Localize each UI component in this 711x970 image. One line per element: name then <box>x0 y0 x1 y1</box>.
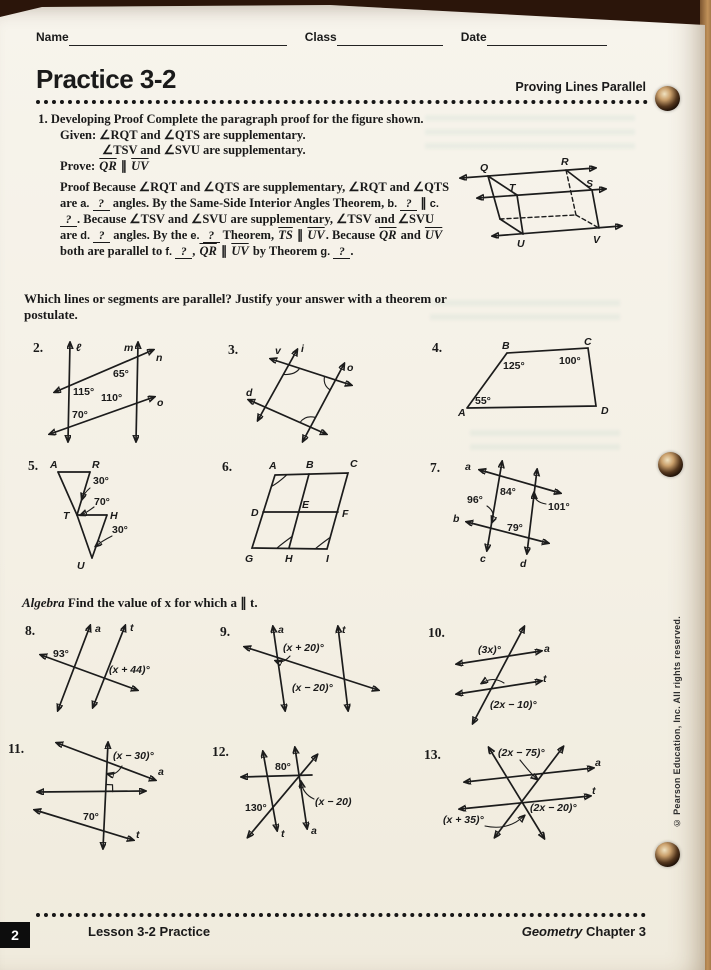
problem-4-number: 4. <box>432 340 443 355</box>
line-uv: $\overline{UV}$ <box>424 227 443 242</box>
problem-2-number: 2. <box>33 340 44 355</box>
angle-70: 70° <box>83 811 99 823</box>
vertex-label-I: I <box>326 553 329 565</box>
vertex-label-F: F <box>342 508 349 520</box>
parallel-lines <box>461 168 621 236</box>
line-label-a: a <box>278 624 284 636</box>
vertex-label-R: R <box>561 156 569 168</box>
given-line-1 <box>38 128 450 144</box>
angle-65: 65° <box>113 368 129 380</box>
blank-g-label: g. <box>320 246 331 258</box>
angle-x-plus-44: (x + 44)° <box>109 664 150 676</box>
blank-d: ? <box>93 231 110 243</box>
given-label: Given: <box>60 127 97 142</box>
line-label-a: a <box>95 623 101 635</box>
vertex-label-H: H <box>110 510 118 522</box>
problem-11-number: 11. <box>8 741 25 756</box>
vertex-label-B: B <box>306 459 314 471</box>
line-label-m: m <box>124 342 134 354</box>
vertex-label-R: R <box>92 459 100 471</box>
prove-line <box>38 159 450 175</box>
line-label-t: t <box>342 624 346 636</box>
proof-label: Proof <box>60 180 90 194</box>
line-label-a: a <box>311 825 317 837</box>
lines <box>467 462 560 553</box>
blank-g: ? <box>333 247 350 259</box>
line-label-o: o <box>157 397 164 409</box>
angle-2x-minus-20: (2x − 20)° <box>530 802 577 814</box>
line-label-i: i <box>301 343 304 355</box>
algebra-label: Algebra <box>22 595 65 610</box>
proof-text: angles. By the Same-Side Interior Angles Theorem, <box>109 195 388 210</box>
problem-5-number: 5. <box>28 458 39 473</box>
proof-text: , <box>192 244 199 258</box>
angle-84: 84° <box>500 486 516 498</box>
problem-6-number: 6. <box>222 459 233 474</box>
vertex-label-D: D <box>251 507 259 519</box>
vertex-label-T: T <box>509 182 516 194</box>
angle-96: 96° <box>467 494 483 506</box>
angle-2x-minus-75: (2x − 75)° <box>498 747 545 759</box>
figure-problem-1 <box>443 148 663 263</box>
angle-x-plus-35: (x + 35)° <box>443 814 484 826</box>
section-heading-algebra <box>22 595 492 611</box>
angle-2x-minus-10: (2x − 10)° <box>490 699 537 711</box>
problem-1-lead <box>38 111 450 128</box>
parallelogram-outline <box>252 473 348 549</box>
lines <box>249 350 351 441</box>
blank-e: ? <box>203 231 220 243</box>
problem-8-number: 8. <box>25 623 36 638</box>
angle-93: 93° <box>53 648 69 660</box>
hidden-edges <box>500 170 599 228</box>
page-number-box: 2 <box>0 922 30 948</box>
figure-problem-8 <box>23 620 215 732</box>
angle-x-minus-20: (x − 20) <box>315 796 352 808</box>
line-uv: $\overline{UV}$ <box>231 244 249 258</box>
line-label-t: t <box>543 673 547 685</box>
name-blank-line <box>69 32 287 46</box>
line-ts: $\overline{TS}$ <box>278 227 293 242</box>
figure-problem-3 <box>233 337 393 452</box>
angle-30-at-R: 30° <box>93 475 109 487</box>
prove-label: Prove: <box>60 158 96 173</box>
figure-problem-10 <box>433 620 633 732</box>
vertex-label-S: S <box>586 178 594 190</box>
figure-problem-5 <box>26 455 161 585</box>
angle-79: 79° <box>507 522 523 534</box>
blank-a: ? <box>93 199 110 211</box>
line-label-t: t <box>136 829 140 841</box>
proof-text: . Because ∠TSV and ∠SVU are supplementary, ∠TSV and ∠SVU are <box>60 212 435 242</box>
line-label-v: v <box>275 345 281 357</box>
blank-f: ? <box>175 247 192 259</box>
line-label-a: a <box>158 766 164 778</box>
proof-text: . Because <box>325 227 379 242</box>
line-qr: $\overline{QR}$ <box>199 244 217 258</box>
vertex-label-Q: Q <box>480 162 489 174</box>
blank-c: ? <box>60 215 77 227</box>
proof-text: and <box>397 227 424 242</box>
angle-3x: (3x)° <box>478 644 501 656</box>
line-label-n: n <box>156 352 163 364</box>
line-label-c: c <box>480 553 486 565</box>
problem-1 <box>38 111 450 261</box>
figure-problem-12 <box>215 730 410 855</box>
figure-problem-11 <box>5 730 215 855</box>
copyright-vertical-text: © Pearson Education, Inc. All rights reserved. <box>672 615 682 828</box>
figure-problem-4 <box>433 338 661 433</box>
angle-x-plus-20: (x + 20)° <box>283 642 324 654</box>
line-label-t: t <box>281 828 285 840</box>
proof-paragraph <box>38 180 450 261</box>
footer-book-title: Geometry <box>521 924 583 939</box>
line-qr: $\overline{QR}$ <box>99 158 117 173</box>
vertex-label-U: U <box>77 560 85 572</box>
developing-proof-label: Developing Proof <box>50 112 144 126</box>
date-blank-line <box>487 32 607 46</box>
line-label-a: a <box>595 757 601 769</box>
vertex-label-G: G <box>245 553 254 565</box>
line-label-t: t <box>130 622 134 634</box>
line-label-d: d <box>520 558 527 570</box>
binder-hole-top <box>655 86 680 111</box>
problem-10-number: 10. <box>428 625 445 640</box>
line-label-l: ℓ <box>76 342 82 354</box>
class-label: Class <box>304 30 337 44</box>
blank-e-label: e. <box>190 229 200 242</box>
solid-edges <box>488 170 599 234</box>
line-label-o: o <box>347 362 354 374</box>
figure-problem-2 <box>35 337 220 449</box>
line-label-d: d <box>246 387 253 399</box>
problem-7-number: 7. <box>430 460 441 475</box>
line-label-a: a <box>465 461 471 473</box>
vertex-label-H: H <box>285 553 293 565</box>
vertex-label-C: C <box>350 458 358 470</box>
vertex-label-A: A <box>269 460 277 472</box>
proof-text: . <box>350 244 354 258</box>
bleed-through <box>470 430 620 450</box>
lines <box>245 627 378 710</box>
figure-problem-13 <box>420 730 655 855</box>
vertex-label-D: D <box>601 405 609 417</box>
problem-13-number: 13. <box>424 747 441 762</box>
footer-book <box>430 924 646 939</box>
figure-problem-7 <box>433 450 603 585</box>
binder-hole-bottom <box>655 842 680 867</box>
vertex-label-B: B <box>502 340 510 352</box>
angle-101: 101° <box>548 501 570 513</box>
angle-arc <box>482 680 504 684</box>
angle-115: 115° <box>73 386 95 398</box>
angle-110: 110° <box>101 392 123 404</box>
problem-9-number: 9. <box>220 624 231 639</box>
given-statement-1: ∠RQT and ∠QTS are supplementary. <box>99 127 306 142</box>
section-heading-parallel: Which lines or segments are parallel? Justify your answer with a theorem or postulate. <box>24 291 447 322</box>
given-line-2 <box>38 143 450 159</box>
angle-70: 70° <box>94 496 110 508</box>
worksheet-header <box>36 28 646 46</box>
date-label: Date <box>460 30 487 44</box>
class-blank-line <box>337 32 443 46</box>
line-qr: $\overline{QR}$ <box>379 227 397 242</box>
vertex-label-V: V <box>593 234 601 246</box>
name-label: Name <box>36 30 69 44</box>
parallel-symbol: ∥ <box>120 158 128 173</box>
title-dotted-rule <box>36 100 648 104</box>
proof-text: angles. By the <box>110 227 191 242</box>
line-uv: $\overline{UV}$ <box>131 158 149 173</box>
angle-100: 100° <box>559 355 581 367</box>
proof-text: Theorem, <box>219 227 278 242</box>
angle-125: 125° <box>503 360 525 372</box>
line-uv: $\overline{UV}$ <box>307 227 325 242</box>
lead-text: Complete the paragraph proof for the figure shown. <box>143 112 424 126</box>
angle-55: 55° <box>475 395 491 407</box>
angle-130: 130° <box>245 802 267 814</box>
angle-x-minus-20: (x − 20)° <box>292 682 333 694</box>
parallel-symbol: ∥ <box>220 244 228 258</box>
figure-problem-6 <box>236 455 394 585</box>
problem-1-number: 1. <box>38 111 48 126</box>
figure-problem-9 <box>225 620 425 732</box>
blank-b: ? <box>400 199 417 211</box>
angle-x-minus-30: (x − 30)° <box>113 750 154 762</box>
page-title: Practice 3-2 <box>36 64 176 94</box>
vertex-label-A: A <box>458 407 466 419</box>
footer-dotted-rule <box>36 913 646 917</box>
angle-80: 80° <box>275 761 291 773</box>
parallel-symbol: ∥ <box>296 227 304 242</box>
vertex-label-C: C <box>584 336 592 348</box>
proof-text: by Theorem <box>249 244 321 258</box>
angle-70: 70° <box>72 409 88 421</box>
problem-3-number: 3. <box>228 342 239 357</box>
proof-text: Because ∠RQT and ∠QTS are supplementary, ∠RQT and ∠QTS are <box>60 180 450 210</box>
footer-lesson: Lesson 3-2 Practice <box>88 924 211 939</box>
blank-c-label: c. <box>429 197 439 210</box>
vertex-label-U: U <box>517 238 525 250</box>
algebra-instruction: Find the value of x for which a ∥ t. <box>64 595 258 610</box>
line-label-t: t <box>592 785 596 797</box>
proof-text: both are parallel to <box>60 244 166 258</box>
footer-chapter: Chapter 3 <box>582 924 646 939</box>
vertex-label-E: E <box>302 499 310 511</box>
blank-a-label: a. <box>80 197 90 210</box>
problem-12-number: 12. <box>212 744 229 759</box>
angle-30-at-H: 30° <box>112 524 128 536</box>
line-label-b: b <box>453 513 460 525</box>
line-label-a: a <box>544 643 550 655</box>
parallel-symbol: ∥ <box>420 195 427 210</box>
given-statement-2: ∠TSV and ∠SVU are supplementary. <box>102 143 306 157</box>
blank-d-label: d. <box>80 229 91 242</box>
vertex-label-T: T <box>63 510 70 522</box>
blank-f-label: f. <box>165 246 173 258</box>
vertex-label-A: A <box>50 459 58 471</box>
lesson-subtitle: Proving Lines Parallel <box>515 80 646 94</box>
blank-b-label: b. <box>387 197 398 210</box>
